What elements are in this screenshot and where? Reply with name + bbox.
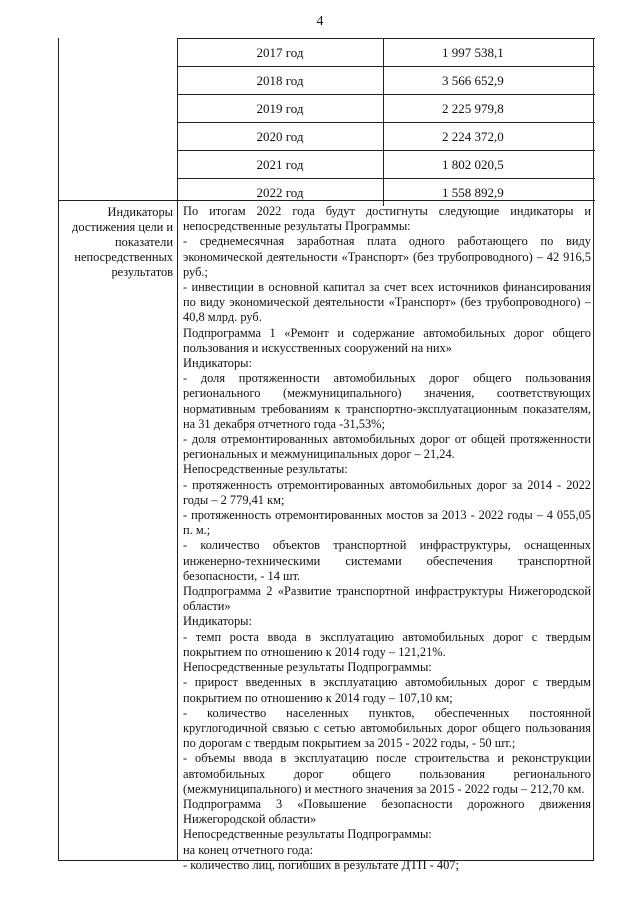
paragraph: - темп роста ввода в эксплуатацию автомобильных дорог с твердым покрытием по отношению к 2014 году – 121,21%. <box>183 629 591 659</box>
page-number: 4 <box>316 14 324 29</box>
year-cell: 2018 год <box>177 67 384 95</box>
paragraph: Индикаторы: <box>183 614 252 629</box>
paragraph: Индикаторы: <box>183 356 252 371</box>
paragraph: - доля отремонтированных автомобильных дорог от общей протяженности региональных и межмуниципальных дорог – 21,24. <box>183 432 591 462</box>
paragraph: - доля протяженности автомобильных дорог общего пользования регионального (межмуниципального) значения, соответствующих нормативным требованиям к транспортно-эксплуатационным показателям, на 31 декабря отчетного года -31,53%; <box>183 371 591 431</box>
paragraph: - количество объектов транспортной инфраструктуры, оснащенных инженерно-техническими системами обеспечения транспортной безопасности, - 14 шт. <box>183 538 591 583</box>
paragraph: - объемы ввода в эксплуатацию после строительства и реконструкции автомобильных дорог общего пользования регионального (межмуниципального) и местного значения за 2015 - 2022 годы – 212,70 км. <box>183 751 591 796</box>
paragraph: - инвестиции в основной капитал за счет всех источников финансирования по виду экономической деятельности «Транспорт» (без трубопроводного) – 40,8 млрд. руб. <box>183 280 591 325</box>
indicators-row-label: Индикаторы достижения цели и показатели непосредственных результатов <box>72 205 173 279</box>
paragraph: на конец отчетного года: <box>183 842 314 857</box>
amount-cell: 1 802 020,5 <box>384 151 596 179</box>
paragraph: Непосредственные результаты Подпрограммы: <box>183 660 432 675</box>
program-table <box>58 38 594 872</box>
year-cell: 2022 год <box>177 179 384 207</box>
table-row <box>177 123 595 151</box>
year-cell: 2020 год <box>177 123 384 151</box>
amount-cell: 1 558 892,9 <box>384 179 596 207</box>
amount-cell: 2 224 372,0 <box>384 123 596 151</box>
paragraph: - протяженность отремонтированных автомобильных дорог за 2014 - 2022 годы – 2 779,41 км; <box>183 477 591 507</box>
row-divider <box>59 200 595 201</box>
funding-by-year-table <box>177 38 595 206</box>
paragraph: Подпрограмма 1 «Ремонт и содержание автомобильных дорог общего пользования и искусственных сооружений на них» <box>183 325 591 355</box>
amount-cell: 2 225 979,8 <box>384 95 596 123</box>
paragraph: - среднемесячная заработная плата одного работающего по виду экономической деятельности «Транспорт» (без трубопроводного) – 42 916,5 руб.; <box>183 234 591 279</box>
table-row <box>177 67 595 95</box>
amount-cell: 3 566 652,9 <box>384 67 596 95</box>
table-row <box>177 39 595 67</box>
paragraph: - протяженность отремонтированных мостов за 2013 - 2022 годы – 4 055,05 п. м.; <box>183 508 591 538</box>
year-cell: 2019 год <box>177 95 384 123</box>
paragraph: Непосредственные результаты: <box>183 462 348 477</box>
table-row <box>177 95 595 123</box>
year-cell: 2017 год <box>177 39 384 67</box>
paragraph: - количество населенных пунктов, обеспеченных постоянной круглогодичной связью с сетью автомобильных дорог общего пользования по дорогам с твердым покрытием за 2015 - 2022 годы, - 50 шт.; <box>183 705 591 751</box>
amount-cell: 1 997 538,1 <box>384 39 596 67</box>
paragraph: Подпрограмма 3 «Повышение безопасности дорожного движения Нижегородской области» <box>183 796 591 827</box>
paragraph: Подпрограмма 2 «Развитие транспортной инфраструктуры Нижегородской области» <box>183 584 591 614</box>
paragraph: - количество лиц, погибших в результате ДТП - 407; <box>183 857 459 872</box>
paragraph: - прирост введенных в эксплуатацию автомобильных дорог с твердым покрытием по отношению к 2014 году – 107,10 км; <box>183 675 591 705</box>
year-cell: 2021 год <box>177 151 384 179</box>
table-row <box>177 151 595 179</box>
indicators-content <box>183 204 591 873</box>
table-row <box>177 179 595 207</box>
paragraph: Непосредственные результаты Подпрограммы: <box>183 827 432 842</box>
paragraph: По итогам 2022 года будут достигнуты следующие индикаторы и непосредственные результаты Программы: <box>183 204 591 234</box>
